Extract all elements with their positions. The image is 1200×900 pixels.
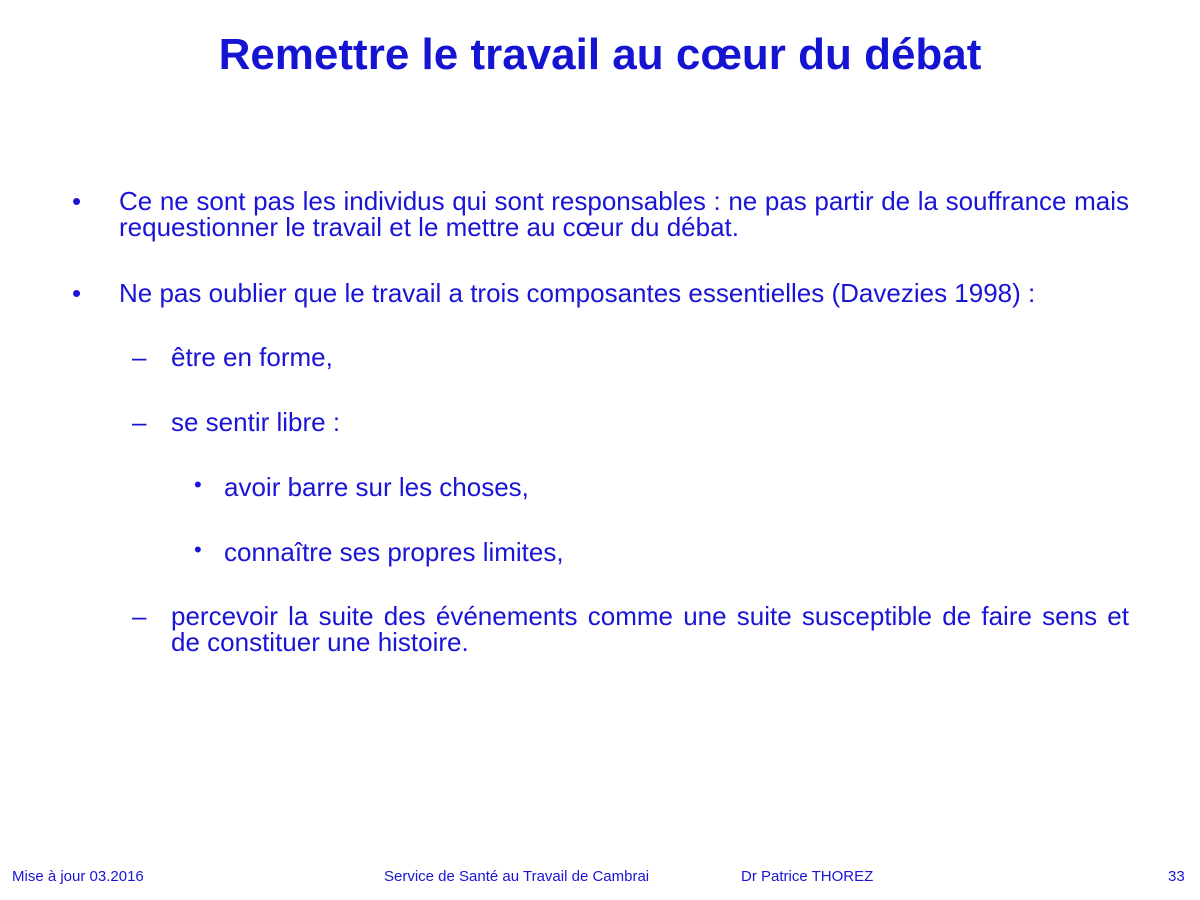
footer-author: Dr Patrice THOREZ — [741, 868, 874, 885]
bullet-marker: • — [194, 472, 202, 497]
sub-item-text: être en forme, — [171, 342, 333, 372]
slide-title: Remettre le travail au cœur du débat — [218, 30, 982, 79]
footer-update-date: Mise à jour 03.2016 — [12, 868, 144, 885]
sub-item-text: percevoir la suite des événements comme une suite susceptible de faire sens et de constituer une histoire. — [171, 601, 1129, 657]
bullet-marker: • — [72, 278, 82, 308]
dash-marker: – — [132, 601, 147, 631]
bullet-text: Ce ne sont pas les individus qui sont responsables : ne pas partir de la souffrance mais requestionner le travail et le mettre au cœur du débat. — [119, 186, 1129, 242]
sub-sub-item-text: avoir barre sur les choses, — [224, 472, 529, 502]
sub-item-text: se sentir libre : — [171, 407, 341, 437]
bullet-text: Ne pas oublier que le travail a trois composantes essentielles (Davezies 1998) : — [119, 278, 1036, 308]
bullet-marker: • — [72, 186, 82, 216]
bullet-marker: • — [194, 537, 202, 562]
dash-marker: – — [132, 407, 147, 437]
dash-marker: – — [132, 342, 147, 372]
sub-sub-item-text: connaître ses propres limites, — [224, 537, 564, 567]
footer-page-number: 33 — [1168, 868, 1185, 885]
footer-service: Service de Santé au Travail de Cambrai — [384, 868, 650, 885]
